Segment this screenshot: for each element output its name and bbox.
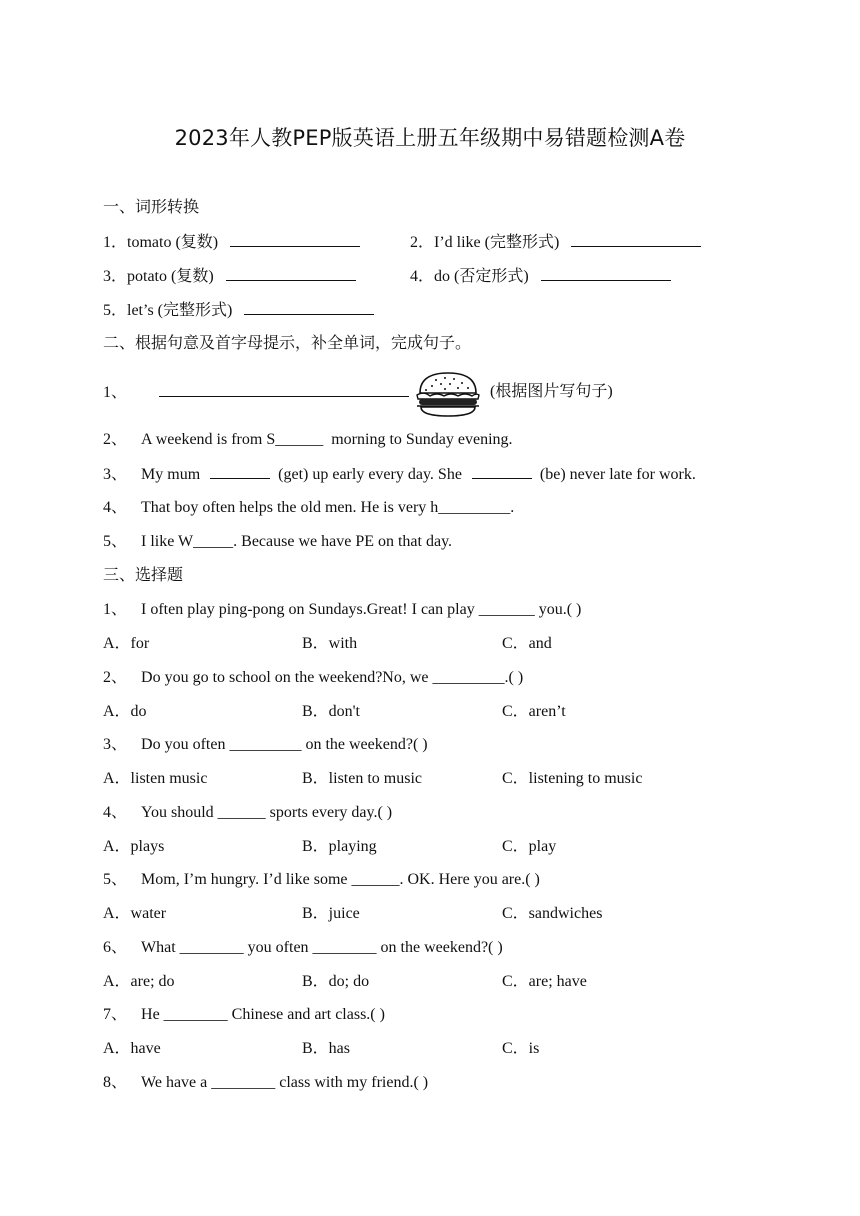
mc-question-1 bbox=[103, 600, 581, 620]
mc-question-3 bbox=[103, 735, 428, 755]
s1-item-4 bbox=[410, 266, 671, 287]
s2-q4 bbox=[103, 498, 514, 518]
mc-q6-stem: What ________ you often ________ on the weekend?( ) bbox=[141, 939, 503, 956]
hamburger-icon bbox=[412, 369, 484, 419]
section2-heading: 二、根据句意及首字母提示，补全单词，完成句子。 bbox=[103, 335, 472, 352]
mc-q1-number: 1、 bbox=[103, 601, 128, 618]
mc-question-4 bbox=[103, 803, 392, 823]
mc-q7-option-c[interactable]: C．is bbox=[502, 1040, 540, 1057]
s1-item-1 bbox=[103, 232, 360, 253]
s2-q4-text: That boy often helps the old men. He is very h_________. bbox=[141, 499, 515, 516]
s1-item-3 bbox=[103, 266, 356, 287]
mc-q2-stem: Do you go to school on the weekend?No, we _________.( ) bbox=[141, 669, 524, 686]
mc-q1-option-a[interactable]: A．for bbox=[103, 635, 150, 652]
answer-blank[interactable] bbox=[472, 464, 532, 479]
s1-item-1-text: 1．tomato (复数) bbox=[103, 234, 219, 251]
mc-question-7 bbox=[103, 1005, 385, 1025]
mc-q4-number: 4、 bbox=[103, 804, 128, 821]
s2-q5-text: I like W_____. Because we have PE on that day. bbox=[141, 533, 453, 550]
s1-item-2-text: 2．I’d like (完整形式) bbox=[410, 234, 560, 251]
mc-q7-stem: He ________ Chinese and art class.( ) bbox=[141, 1006, 385, 1023]
mc-q5-option-b[interactable]: B．juice bbox=[302, 905, 360, 922]
mc-q3-option-b[interactable]: B．listen to music bbox=[302, 770, 423, 787]
s2-q2-number: 2、 bbox=[103, 431, 128, 448]
mc-q2-number: 2、 bbox=[103, 669, 128, 686]
s2-q3-text-c: (be) never late for work. bbox=[539, 466, 696, 483]
mc-question-5 bbox=[103, 870, 540, 890]
answer-blank[interactable] bbox=[226, 266, 356, 281]
s1-item-3-text: 3．potato (复数) bbox=[103, 268, 214, 285]
s2-q5 bbox=[103, 532, 452, 552]
page-title: 2023年人教PEP版英语上册五年级期中易错题检测A卷 bbox=[174, 126, 686, 150]
answer-blank[interactable] bbox=[541, 266, 671, 281]
answer-blank[interactable] bbox=[210, 464, 270, 479]
s2-q2-text-b: morning to Sunday evening. bbox=[331, 431, 513, 448]
answer-blank[interactable] bbox=[159, 382, 409, 397]
mc-q4-option-a[interactable]: A．plays bbox=[103, 838, 165, 855]
mc-q4-stem: You should ______ sports every day.( ) bbox=[141, 804, 393, 821]
mc-q4-option-c[interactable]: C．play bbox=[502, 838, 557, 855]
mc-q3-number: 3、 bbox=[103, 736, 128, 753]
mc-q1-option-b[interactable]: B．with bbox=[302, 635, 358, 652]
answer-blank[interactable] bbox=[571, 232, 701, 247]
mc-q8-stem: We have a ________ class with my friend.( ) bbox=[141, 1074, 429, 1091]
mc-q5-stem: Mom, I’m hungry. I’d like some ______. OK. Here you are.( ) bbox=[141, 871, 540, 888]
mc-q5-option-a[interactable]: A．water bbox=[103, 905, 167, 922]
s2-q2-text-a: A weekend is from S______ bbox=[141, 431, 324, 448]
mc-q2-option-c[interactable]: C．aren’t bbox=[502, 703, 566, 720]
mc-question-8 bbox=[103, 1073, 428, 1093]
mc-question-2 bbox=[103, 668, 523, 688]
s2-q3 bbox=[103, 464, 696, 485]
mc-q6-option-c[interactable]: C．are; have bbox=[502, 973, 587, 990]
mc-q4-option-b[interactable]: B．playing bbox=[302, 838, 377, 855]
mc-q7-option-b[interactable]: B．has bbox=[302, 1040, 351, 1057]
s1-item-5-text: 5．let’s (完整形式) bbox=[103, 302, 233, 319]
mc-q3-option-a[interactable]: A．listen music bbox=[103, 770, 208, 787]
section1-heading: 一、词形转换 bbox=[103, 199, 200, 216]
s1-item-5 bbox=[103, 300, 374, 321]
answer-blank[interactable] bbox=[244, 300, 374, 315]
mc-q7-number: 7、 bbox=[103, 1006, 128, 1023]
s1-item-4-text: 4．do (否定形式) bbox=[410, 268, 529, 285]
section3-heading: 三、选择题 bbox=[103, 567, 184, 584]
mc-q6-option-a[interactable]: A．are; do bbox=[103, 973, 175, 990]
s2-q1-number: 1、 bbox=[103, 384, 128, 401]
mc-q8-number: 8、 bbox=[103, 1074, 128, 1091]
s2-q3-number: 3、 bbox=[103, 466, 128, 483]
mc-q7-option-a[interactable]: A．have bbox=[103, 1040, 161, 1057]
mc-q1-option-c[interactable]: C．and bbox=[502, 635, 552, 652]
s2-q1-hint: (根据图片写句子) bbox=[490, 383, 613, 400]
mc-q5-number: 5、 bbox=[103, 871, 128, 888]
s1-item-2 bbox=[410, 232, 701, 253]
mc-q3-option-c[interactable]: C．listening to music bbox=[502, 770, 643, 787]
mc-q2-option-b[interactable]: B．don't bbox=[302, 703, 361, 720]
s2-q3-text-a: My mum bbox=[141, 466, 201, 483]
answer-blank[interactable] bbox=[230, 232, 360, 247]
mc-q1-stem: I often play ping-pong on Sundays.Great! I can play _______ you.( ) bbox=[141, 601, 582, 618]
s2-q5-number: 5、 bbox=[103, 533, 128, 550]
s2-q2 bbox=[103, 430, 513, 450]
mc-q3-stem: Do you often _________ on the weekend?( ) bbox=[141, 736, 428, 753]
mc-q5-option-c[interactable]: C．sandwiches bbox=[502, 905, 603, 922]
s2-q1 bbox=[103, 382, 409, 403]
mc-q6-option-b[interactable]: B．do; do bbox=[302, 973, 370, 990]
mc-q6-number: 6、 bbox=[103, 939, 128, 956]
s2-q4-number: 4、 bbox=[103, 499, 128, 516]
s2-q3-text-b: (get) up early every day. She bbox=[278, 466, 462, 483]
mc-question-6 bbox=[103, 938, 503, 958]
mc-q2-option-a[interactable]: A．do bbox=[103, 703, 147, 720]
